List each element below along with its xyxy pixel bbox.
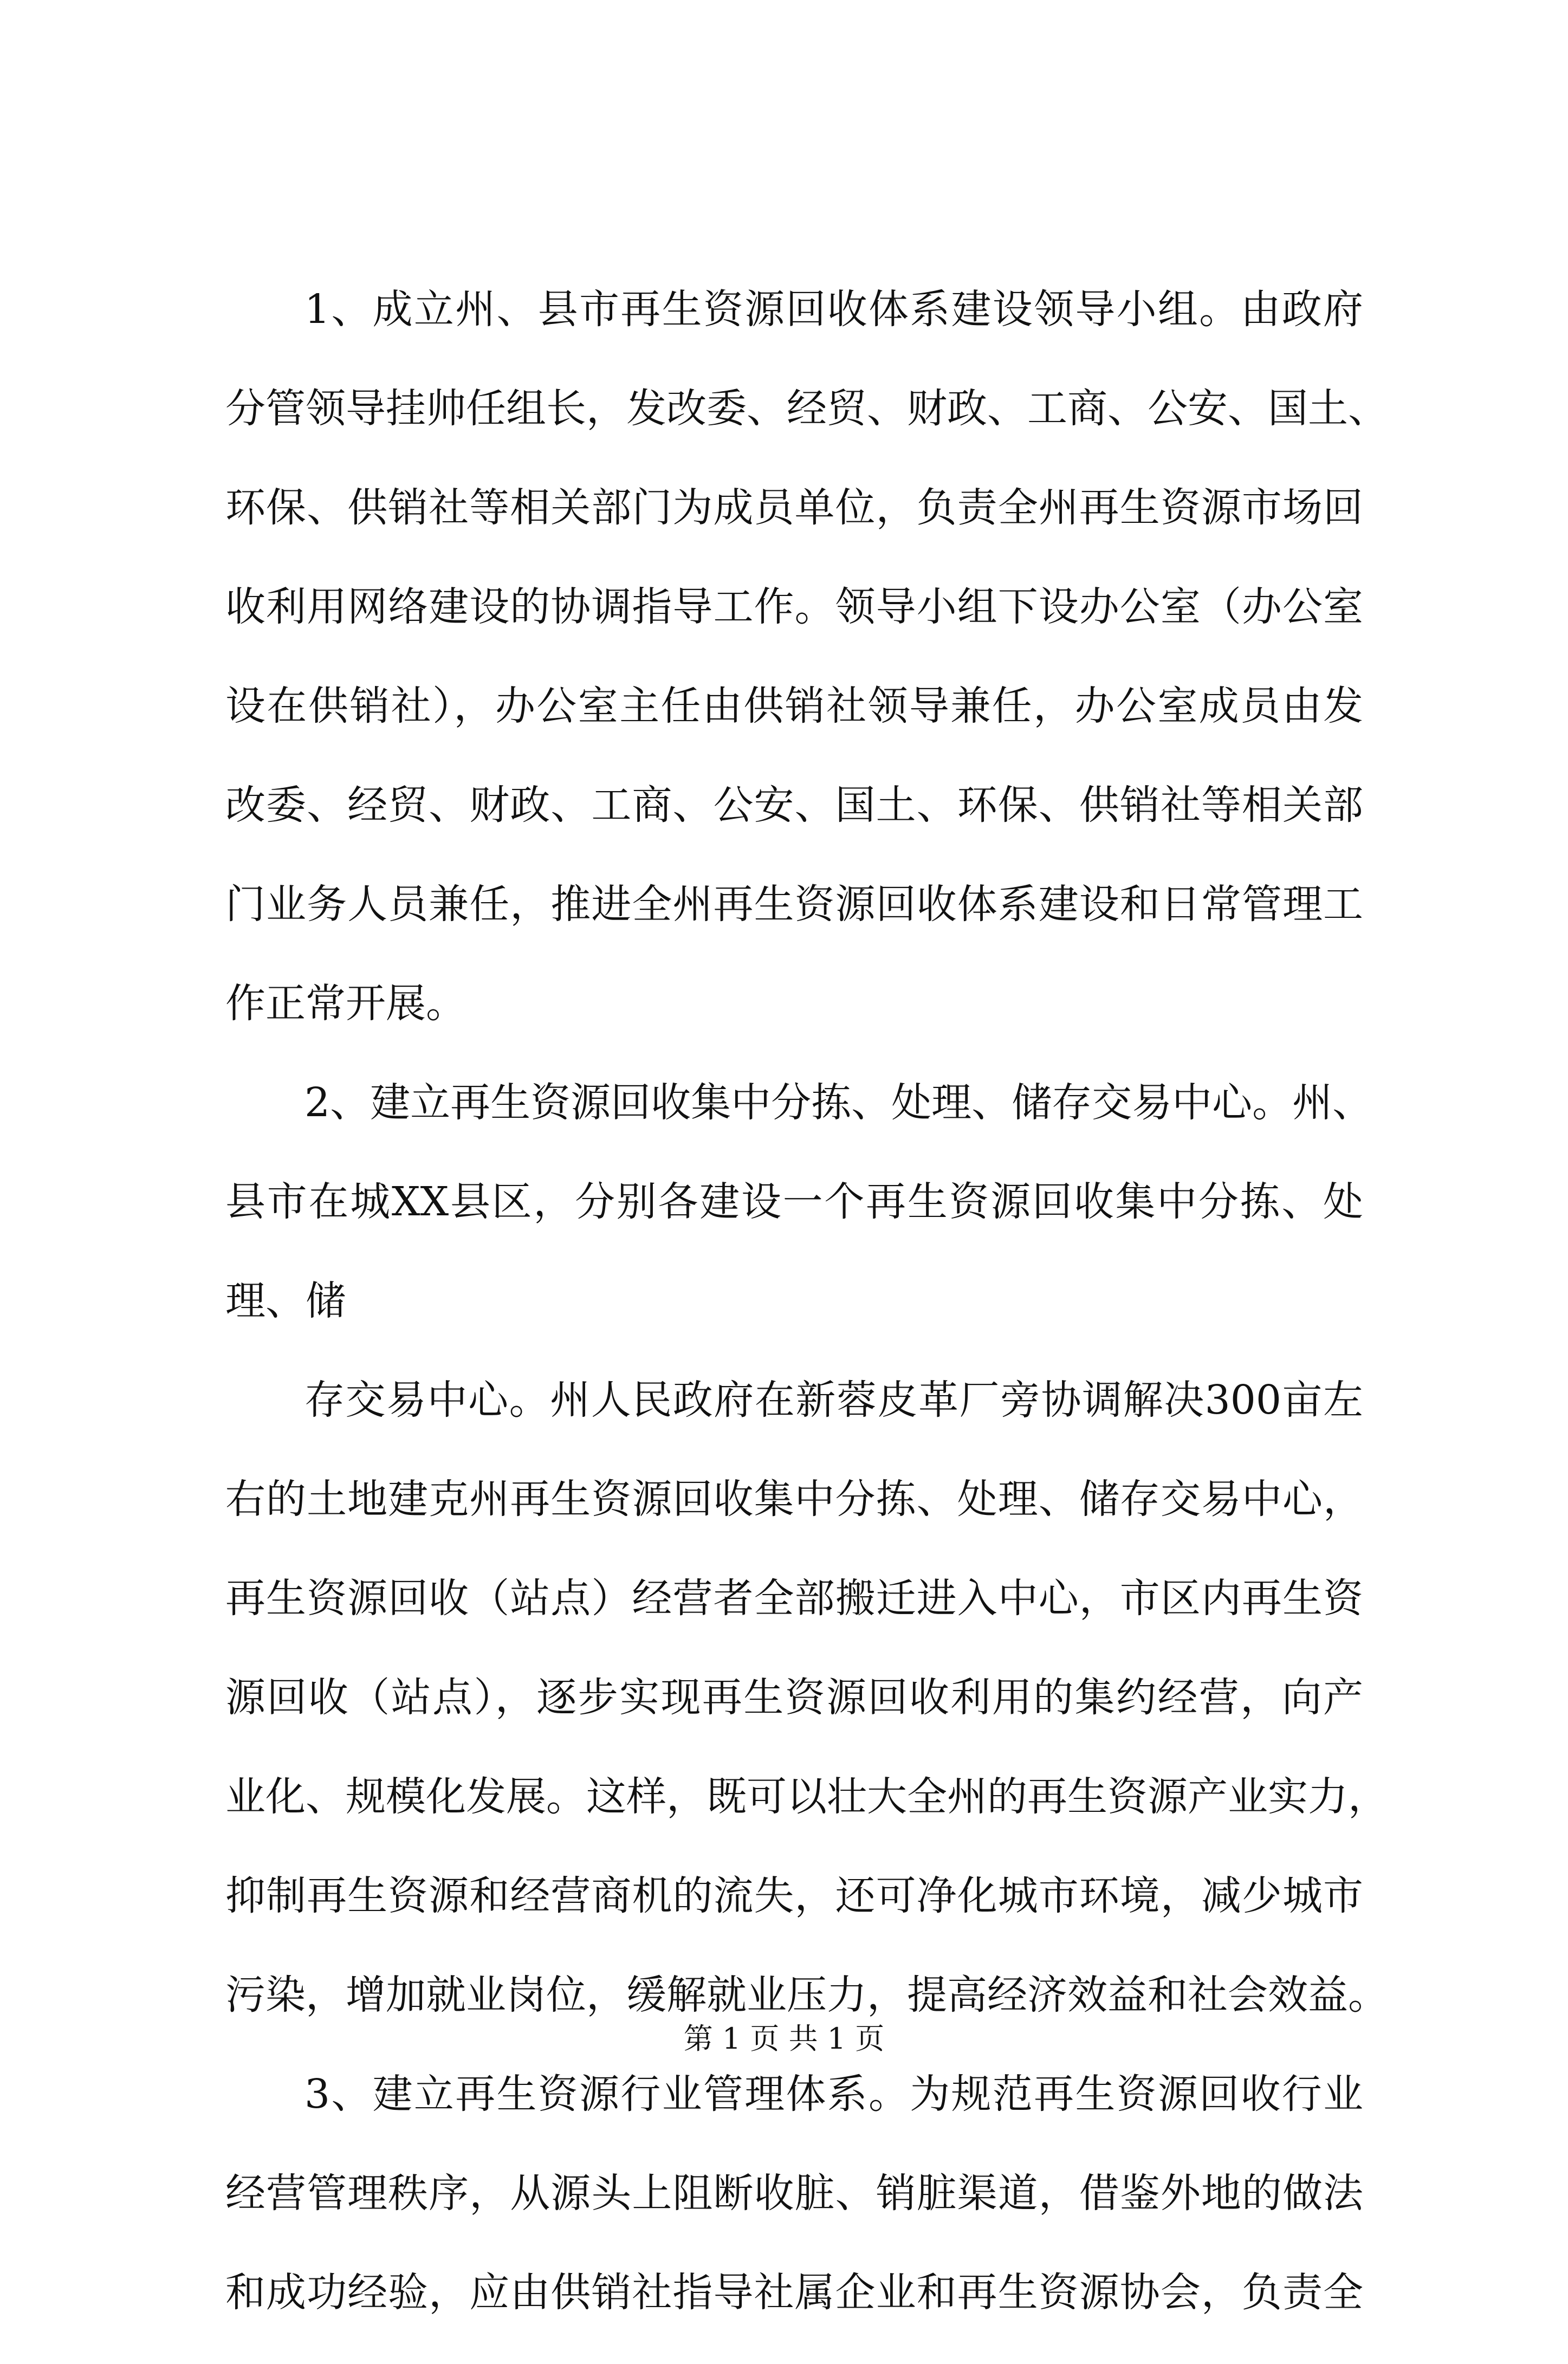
text-line: 3、建立再生资源行业管理体系。为规范再生资源回收行业 [304, 2071, 1363, 2117]
text-line: 抑制再生资源和经营商机的流失，还可净化城市环境，减少城市 [225, 1873, 1363, 1919]
page-number-footer: 第 1 页 共 1 页 [683, 2022, 885, 2056]
text-line: 和成功经验，应由供销社指导社属企业和再生资源协会，负责全 [225, 2269, 1363, 2316]
text-line: 2、建立再生资源回收集中分拣、处理、储存交易中心。州、 [304, 1079, 1373, 1126]
text-line: 作正常开展。 [225, 980, 466, 1027]
text-line: 经营管理秩序，从源头上阻断收脏、销脏渠道，借鉴外地的做法 [225, 2170, 1363, 2217]
text-line: 源回收（站点），逐步实现再生资源回收利用的集约经营，向产 [225, 1674, 1363, 1721]
text-line: 存交易中心。州人民政府在新蓉皮革厂旁协调解决300亩左 [304, 1377, 1363, 1423]
text-line: 门业务人员兼任，推进全州再生资源回收体系建设和日常管理工 [225, 881, 1363, 928]
text-line: 改委、经贸、财政、工商、公安、国土、环保、供销社等相关部 [225, 782, 1363, 828]
text-line: 业化、规模化发展。这样，既可以壮大全州的再生资源产业实力， [225, 1773, 1388, 1820]
text-line: 设在供销社），办公室主任由供销社领导兼任，办公室成员由发 [225, 683, 1363, 729]
text-line: 污染，增加就业岗位，缓解就业压力，提高经济效益和社会效益。 [225, 1972, 1388, 2018]
text-line: 再生资源回收（站点）经营者全部搬迁进入中心，市区内再生资 [225, 1575, 1363, 1622]
text-line: 收利用网络建设的协调指导工作。领导小组下设办公室（办公室 [225, 584, 1363, 630]
text-line: 分管领导挂帅任组长，发改委、经贸、财政、工商、公安、国土、 [225, 385, 1388, 432]
text-line: 环保、供销社等相关部门为成员单位，负责全州再生资源市场回 [225, 484, 1363, 531]
text-line: 理、储 [225, 1278, 346, 1324]
text-line: 县市在城XX县区，分别各建设一个再生资源回收集中分拣、处 [225, 1178, 1363, 1225]
text-line: 1、成立州、县市再生资源回收体系建设领导小组。由政府 [304, 286, 1363, 333]
text-line: 右的土地建克州再生资源回收集中分拣、处理、储存交易中心， [225, 1476, 1363, 1523]
